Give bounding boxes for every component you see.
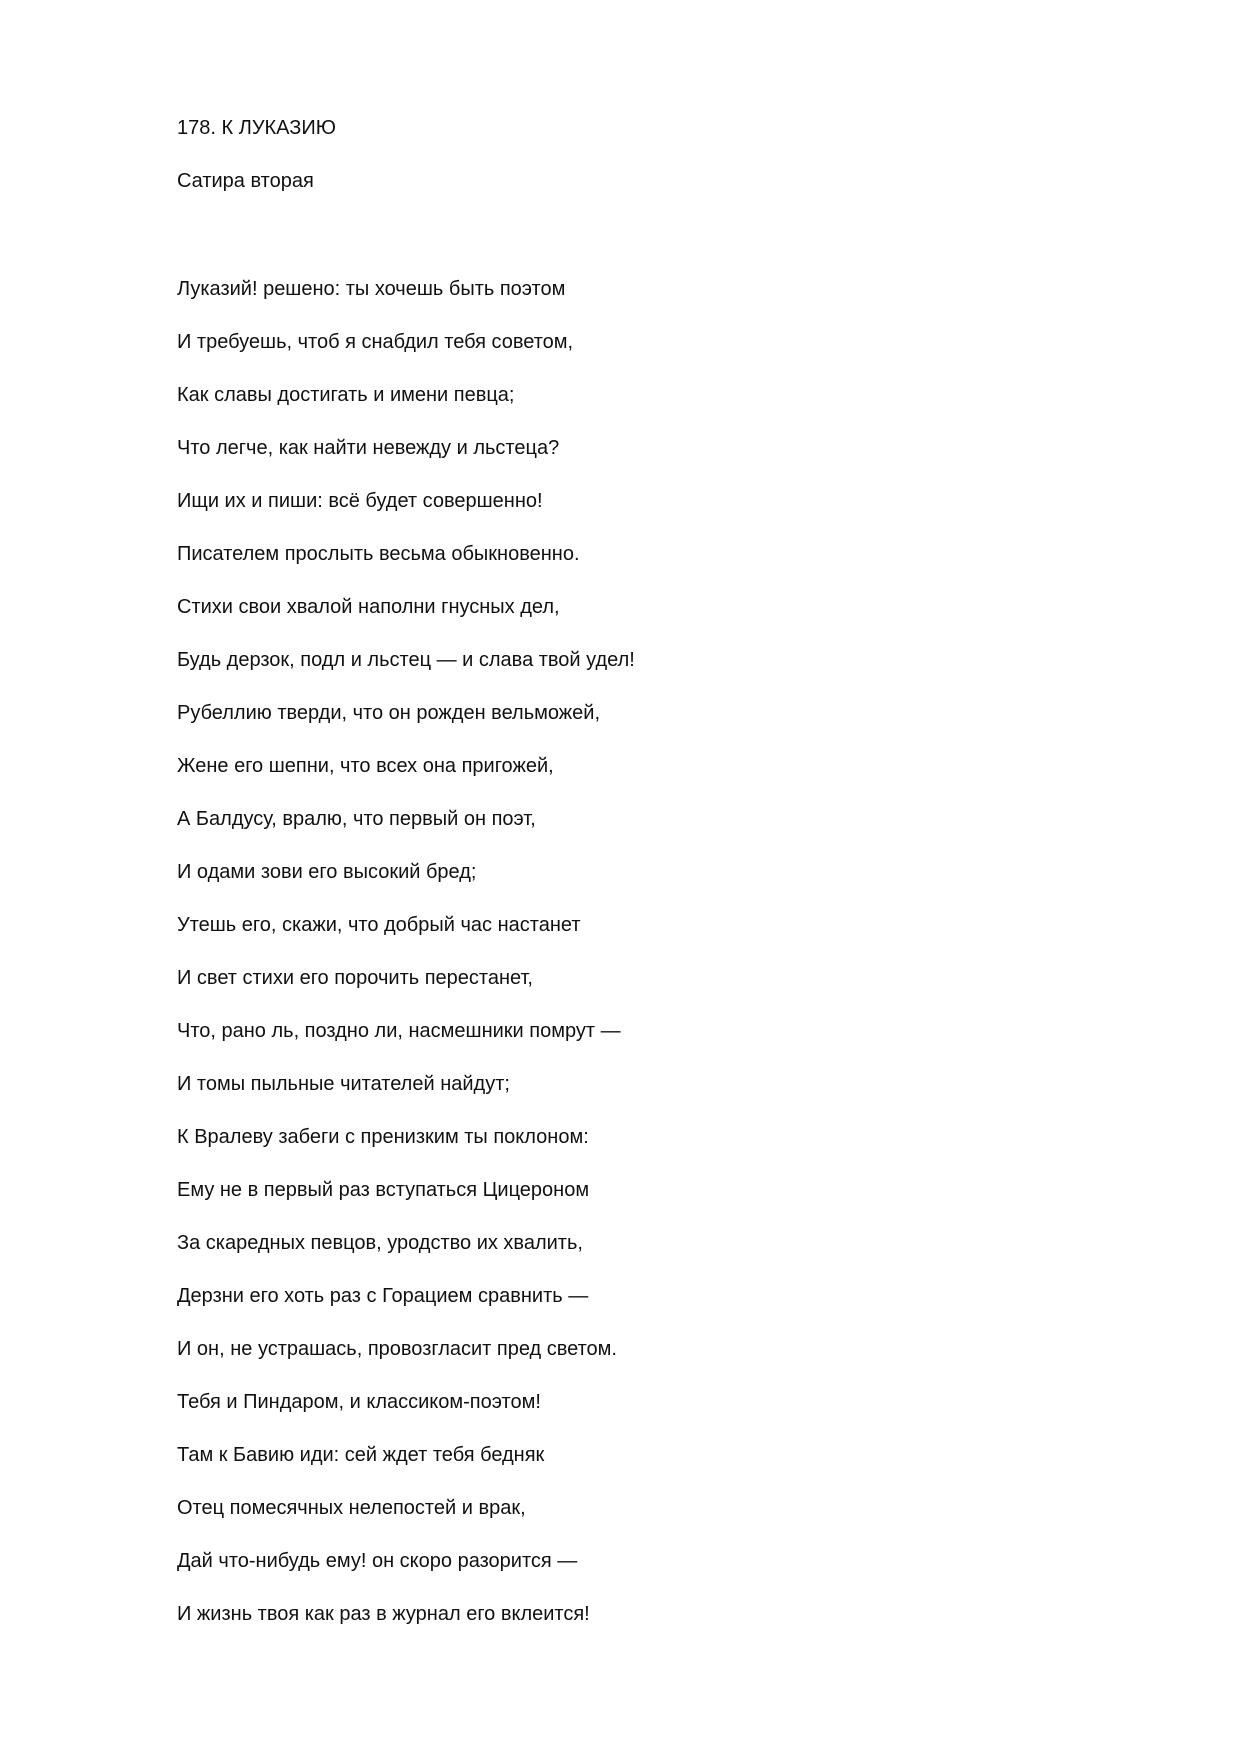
poem-line: Утешь его, скажи, что добрый час настанет xyxy=(177,914,581,936)
poem-subtitle: Сатира вторая xyxy=(177,170,314,192)
poem-line: Как славы достигать и имени певца; xyxy=(177,384,515,406)
poem-line: Дай что-нибудь ему! он скоро разорится — xyxy=(177,1550,578,1572)
poem-line: Дерзни его хоть раз с Горацием сравнить — xyxy=(177,1285,589,1307)
poem-line: Тебя и Пиндаром, и классиком-поэтом! xyxy=(177,1391,541,1413)
poem-line: Стихи свои хвалой наполни гнусных дел, xyxy=(177,596,560,618)
document-text-block xyxy=(177,116,1077,1626)
poem-line: Луказий! решено: ты хочешь быть поэтом xyxy=(177,278,566,300)
poem-line: Ему не в первый раз вступаться Цицероном xyxy=(177,1179,590,1201)
poem-line: И одами зови его высокий бред; xyxy=(177,861,477,883)
poem-line: Там к Бавию иди: сей ждет тебя бедняк xyxy=(177,1444,545,1466)
poem-line: И жизнь твоя как раз в журнал его вклеится! xyxy=(177,1603,590,1625)
poem-line: Что, рано ль, поздно ли, насмешники помрут — xyxy=(177,1020,621,1042)
poem-line: Жене его шепни, что всех она пригожей, xyxy=(177,755,554,777)
poem-line: И требуешь, чтоб я снабдил тебя советом, xyxy=(177,331,574,353)
poem-line: К Вралеву забеги с пренизким ты поклоном: xyxy=(177,1126,589,1148)
poem-line: Будь дерзок, подл и льстец — и слава твой удел! xyxy=(177,649,635,671)
poem-line: И свет стихи его порочить перестанет, xyxy=(177,967,533,989)
poem-lines xyxy=(177,277,1077,1626)
poem-line: Рубеллию тверди, что он рожден вельможей, xyxy=(177,702,601,724)
poem-line: Писателем прослыть весьма обыкновенно. xyxy=(177,543,580,565)
poem-line: Отец помесячных нелепостей и врак, xyxy=(177,1497,526,1519)
poem-title: 178. К ЛУКАЗИЮ xyxy=(177,117,336,139)
poem-line: Ищи их и пиши: всё будет совершенно! xyxy=(177,490,543,512)
poem-line: И томы пыльные читателей найдут; xyxy=(177,1073,510,1095)
poem-line: Что легче, как найти невежду и льстеца? xyxy=(177,437,560,459)
poem-line: За скаредных певцов, уродство их хвалить, xyxy=(177,1232,583,1254)
poem-line: А Балдусу, вралю, что первый он поэт, xyxy=(177,808,536,830)
poem-line: И он, не устрашась, провозгласит пред светом. xyxy=(177,1338,617,1360)
